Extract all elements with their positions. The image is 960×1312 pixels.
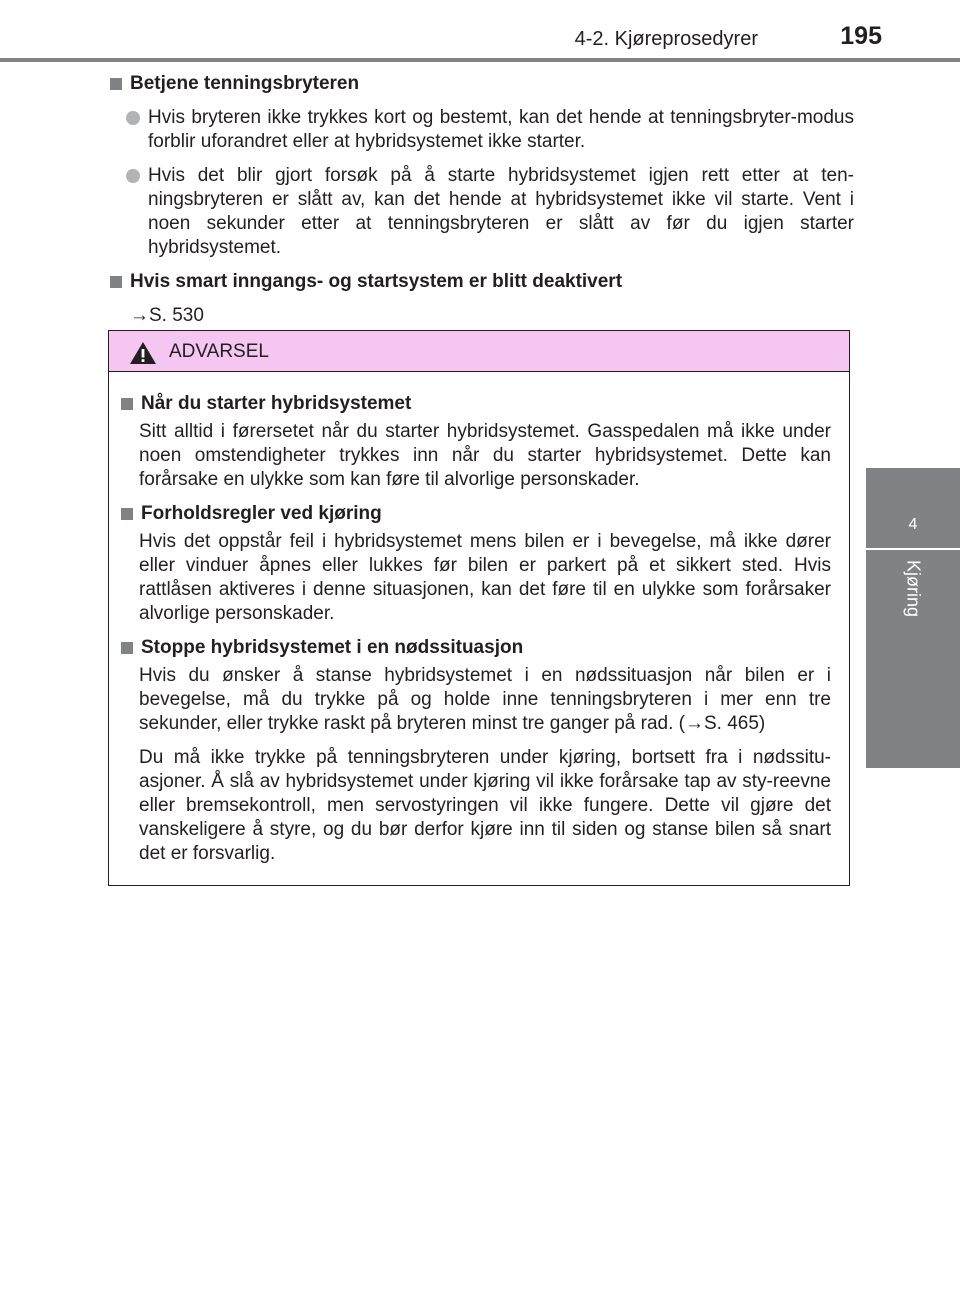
chapter-tab-top (866, 468, 960, 548)
list-item (126, 106, 854, 154)
section-heading (108, 72, 854, 96)
square-bullet-icon (121, 642, 133, 654)
square-bullet-icon (110, 276, 122, 288)
list-item-text: Hvis det blir gjort forsøk på å starte hybridsystemet igjen rett etter at ten-ningsbryteren er slått av, kan det hende at hybridsystemet ikke vil starte. Vent i noen sekunder etter at tenningsbryteren er slått av før du igjen starter hybridsystemet. (148, 165, 854, 258)
list-item (126, 164, 854, 260)
square-bullet-icon (121, 508, 133, 520)
chapter-number: 4 (908, 516, 918, 533)
page-number: 195 (840, 22, 882, 50)
page-reference-link[interactable]: →S. 530 (130, 305, 204, 326)
warning-paragraph: Du må ikke trykke på tenningsbryteren under kjøring, bortsett fra i nødssitu-asjoner. Å slå av hybridsystemet under kjøring vil ikke forårsake tap av sty-reevne eller bremsekontroll, men servostyringen vil ikke fungere. Dette vil gjøre det vanskeligere å styre, og du bør derfor kjøre inn til siden og stanse bilen så snart det er forsvarlig. (139, 747, 831, 864)
warning-item-heading (119, 502, 831, 526)
main-content (108, 72, 854, 344)
warning-body (109, 372, 849, 866)
list-item-text: Hvis bryteren ikke trykkes kort og bestemt, kan det hende at tenningsbryter-modus forblir uforandret eller at hybridsystemet ikke starter. (148, 107, 854, 152)
section-heading-text: Hvis smart inngangs- og startsystem er blitt deaktivert (130, 271, 623, 292)
header-rule (0, 58, 960, 62)
warning-item-heading-text: Forholdsregler ved kjøring (141, 503, 382, 524)
warning-item-heading (119, 636, 831, 660)
chapter-label: Kjøring (903, 560, 924, 618)
square-bullet-icon (110, 78, 122, 90)
round-bullet-icon (126, 111, 140, 125)
warning-title: ADVARSEL (169, 341, 269, 362)
warning-paragraph: Hvis det oppstår feil i hybridsystemet mens bilen er i bevegelse, må ikke dører eller vinduer åpnes eller lukkes før bilen er parkert på et sikkert sted. Hvis rattlåsen aktiveres i denne situasjonen, kan det føre til en ulykke som forårsaker alvorlige personskader. (139, 531, 831, 624)
round-bullet-icon (126, 169, 140, 183)
warning-item-heading (119, 392, 831, 416)
warning-paragraph: Sitt alltid i førersetet når du starter hybridsystemet. Gasspedalen må ikke under noen omstendigheter trykkes inn når du starter hybridsystemet. Dette kan forårsake en ulykke som kan føre til alvorlige personskader. (139, 421, 831, 490)
warning-triangle-icon (129, 341, 157, 365)
chapter-label-wrap (866, 560, 960, 680)
header-section-title: 4-2. Kjøreprosedyrer (574, 28, 758, 50)
square-bullet-icon (121, 398, 133, 410)
warning-header (109, 331, 849, 372)
warning-item-heading-text: Stoppe hybridsystemet i en nødssituasjon (141, 637, 524, 658)
warning-box (108, 330, 850, 886)
warning-paragraph: Hvis du ønsker å stanse hybridsystemet i en nødssituasjon når bilen er i bevegelse, må du trykke på og holde inne tenningsbryteren i mer enn tre sekunder, eller trykke raskt på bryteren minst tre ganger på rad. (→S. 465) (139, 665, 831, 734)
warning-item-heading-text: Når du starter hybridsystemet (141, 393, 412, 414)
section-heading-text: Betjene tenningsbryteren (130, 73, 360, 94)
section-heading (108, 270, 854, 294)
